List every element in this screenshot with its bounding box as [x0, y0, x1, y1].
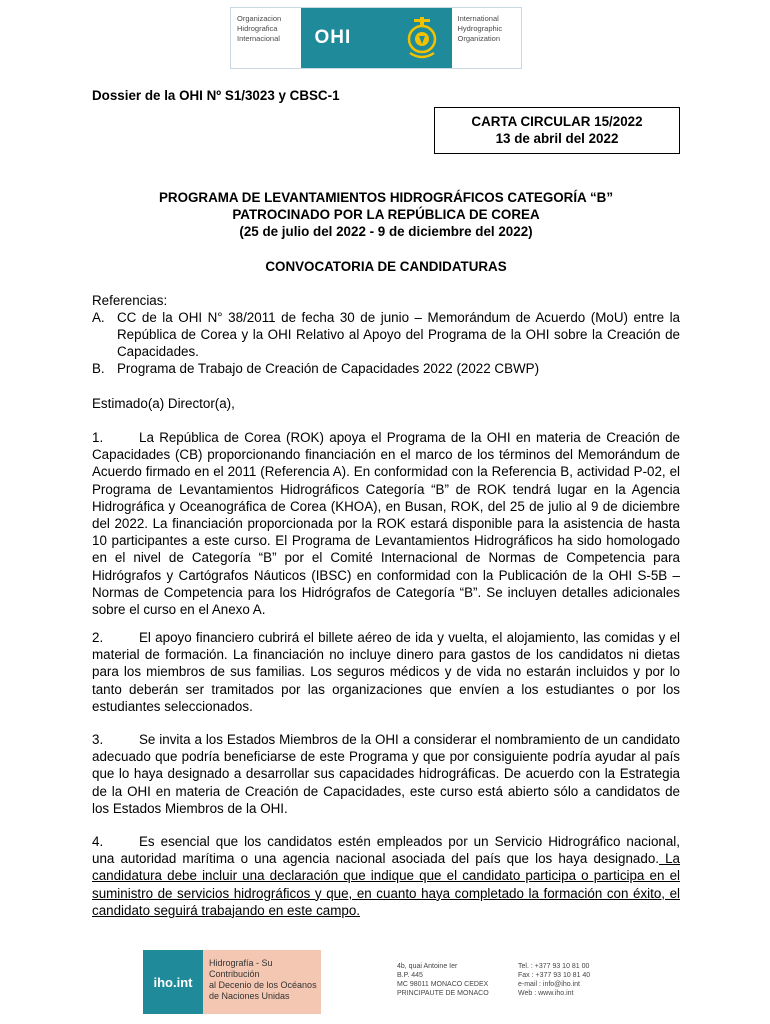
- paragraph-text: Se invita a los Estados Miembros de la OHI a considerar el nombramiento de un candidato adecuado que podría beneficiarse de este Programa y que por consiguiente podría ayudar al país que lo haya designado a desarrollar sus capacidades hidrográficas. De acuerdo con la Estrategia de la OHI en materia de Creación de Capacidades, este curso está abierto sólo a candidatos de los Estados Miembros de la OHI.: [92, 732, 680, 816]
- tagline-line: de Naciones Unidas: [209, 991, 290, 1001]
- references-heading: Referencias:: [92, 293, 168, 308]
- program-title-line3: (25 de julio del 2022 - 9 de diciembre del 2022): [239, 224, 533, 240]
- tagline-line: al Decenio de los Océanos: [209, 980, 317, 990]
- reference-item: [92, 309, 680, 361]
- paragraph-number: 3.: [92, 732, 104, 747]
- logo-english-name: [452, 8, 522, 68]
- paragraph-number: 2.: [92, 630, 104, 645]
- program-title-line1: PROGRAMA DE LEVANTAMIENTOS HIDROGRÁFICOS CATEGORÍA “B”: [158, 190, 614, 205]
- compass-rose-icon: [402, 13, 442, 63]
- footer-address: [397, 962, 489, 998]
- footer-site-logo[interactable]: iho.int: [143, 950, 203, 1014]
- logo-text-line: Hydrographic: [457, 24, 503, 33]
- reference-text: Programa de Trabajo de Creación de Capacidades 2022 (2022 CBWP): [117, 361, 540, 376]
- paragraph-1: [92, 429, 680, 618]
- paragraph-4: [92, 833, 680, 919]
- paragraph-text: El apoyo financiero cubrirá el billete aéreo de ida y vuelta, el alojamiento, las comidas y el material de formación. La financiación no incluye dinero para gastos de los candidatos ni dietas para los miembros de sus familias. Los seguros médicos y de vida no estarán incluidos y por lo tanto deberán ser tramitados por las organizaciones que envíen a los estudiantes o por los estudiantes seleccionados.: [92, 630, 680, 714]
- circular-title: CARTA CIRCULAR 15/2022: [471, 114, 643, 129]
- circular-date: 13 de abril del 2022: [495, 131, 619, 146]
- logo-spanish-name: [231, 8, 301, 68]
- logo-emblem-block: [301, 8, 452, 68]
- address-line: PRINCIPAUTE DE MONACO: [397, 990, 489, 997]
- address-line: 4b, quai Antoine Ier: [397, 963, 458, 970]
- tagline-line: Hidrografía - Su Contribución: [209, 958, 273, 979]
- logo-text-line: Organization: [457, 34, 501, 43]
- logo-text-line: Organizacion: [237, 14, 282, 23]
- iho-header-logo: [230, 7, 522, 69]
- circular-letter-box: [434, 107, 680, 154]
- section-heading: CONVOCATORIA DE CANDIDATURAS: [265, 259, 507, 274]
- contact-line[interactable]: e-mail : info@iho.int: [518, 981, 580, 988]
- reference-letter: A.: [92, 310, 105, 325]
- salutation: Estimado(a) Director(a),: [92, 396, 235, 411]
- paragraph-number: 4.: [92, 834, 104, 849]
- page-footer: [143, 950, 573, 1014]
- paragraph-3: [92, 731, 680, 817]
- dossier-reference: Dossier de la OHI Nº S1/3023 y CBSC-1: [92, 88, 340, 103]
- paragraph-text: Es esencial que los candidatos estén empleados por un Servicio Hidrográfico nacional, una autoridad marítima o una agencia nacional asociada del país que los haya designado.: [92, 834, 680, 867]
- logo-acronym: OHI: [314, 27, 352, 48]
- reference-letter: B.: [92, 361, 105, 376]
- paragraph-text: La República de Corea (ROK) apoya el Programa de la OHI en materia de Creación de Capacidades (CB) proporcionando financiación en el marco de los términos del Memorándum de Acuerdo firmado en el 2011 (Referencia A). En conformidad con la Referencia B, actividad P-02, el Programa de Levantamientos Hidrográficos Categoría “B” de ROK tendrá lugar en la Agencia Hidrográfica y Oceanográfica de Corea (KHOA), en Busan, ROK, del 25 de julio al 9 de diciembre del 2022. La financiación proporcionada por la ROK estará disponible para la asistencia de hasta 10 participantes a este curso. El Programa de Levantamientos Hidrográficos ha sido homologado en el nivel de Categoría “B” por el Comité Internacional de Normas de Competencia para Hidrógrafos y Cartógrafos Náuticos (IBSC) en conformidad con la Publicación de la OHI S-5B – Normas de Competencia para los Hidrógrafos de Categoría “B”. Se incluyen detalles adicionales sobre el curso en el Anexo A.: [92, 430, 680, 618]
- footer-tagline: [203, 950, 321, 1014]
- paragraph-2: [92, 629, 680, 715]
- contact-line: Tel. : +377 93 10 81 00: [518, 963, 590, 970]
- footer-contact: [518, 962, 590, 998]
- logo-text-line: Hidrografica: [237, 24, 278, 33]
- logo-text-line: International: [457, 14, 499, 23]
- logo-text-line: Internacional: [237, 34, 280, 43]
- program-title: [92, 189, 680, 241]
- paragraph-number: 1.: [92, 430, 104, 445]
- contact-line: Fax : +377 93 10 81 40: [518, 972, 591, 979]
- address-line: MC 98011 MONACO CEDEX: [397, 981, 489, 988]
- reference-item: [92, 360, 680, 377]
- paragraph-underlined-text: La candidatura debe incluir una declaración que indique que el candidato participa o participa en el suministro de servicios hidrográficos y que, en cuanto haya completado la formación con éxito, el candidato seguirá trabajando en este campo.: [92, 851, 680, 918]
- address-line: B.P. 445: [397, 972, 423, 979]
- program-title-line2: PATROCINADO POR LA REPÚBLICA DE COREA: [232, 207, 540, 223]
- reference-text: CC de la OHI N° 38/2011 de fecha 30 de junio – Memorándum de Acuerdo (MoU) entre la República de Corea y la OHI Relativo al Apoyo del Programa de la OHI sobre la Creación de Capacidades.: [117, 310, 680, 360]
- contact-line[interactable]: Web : www.iho.int: [518, 990, 574, 997]
